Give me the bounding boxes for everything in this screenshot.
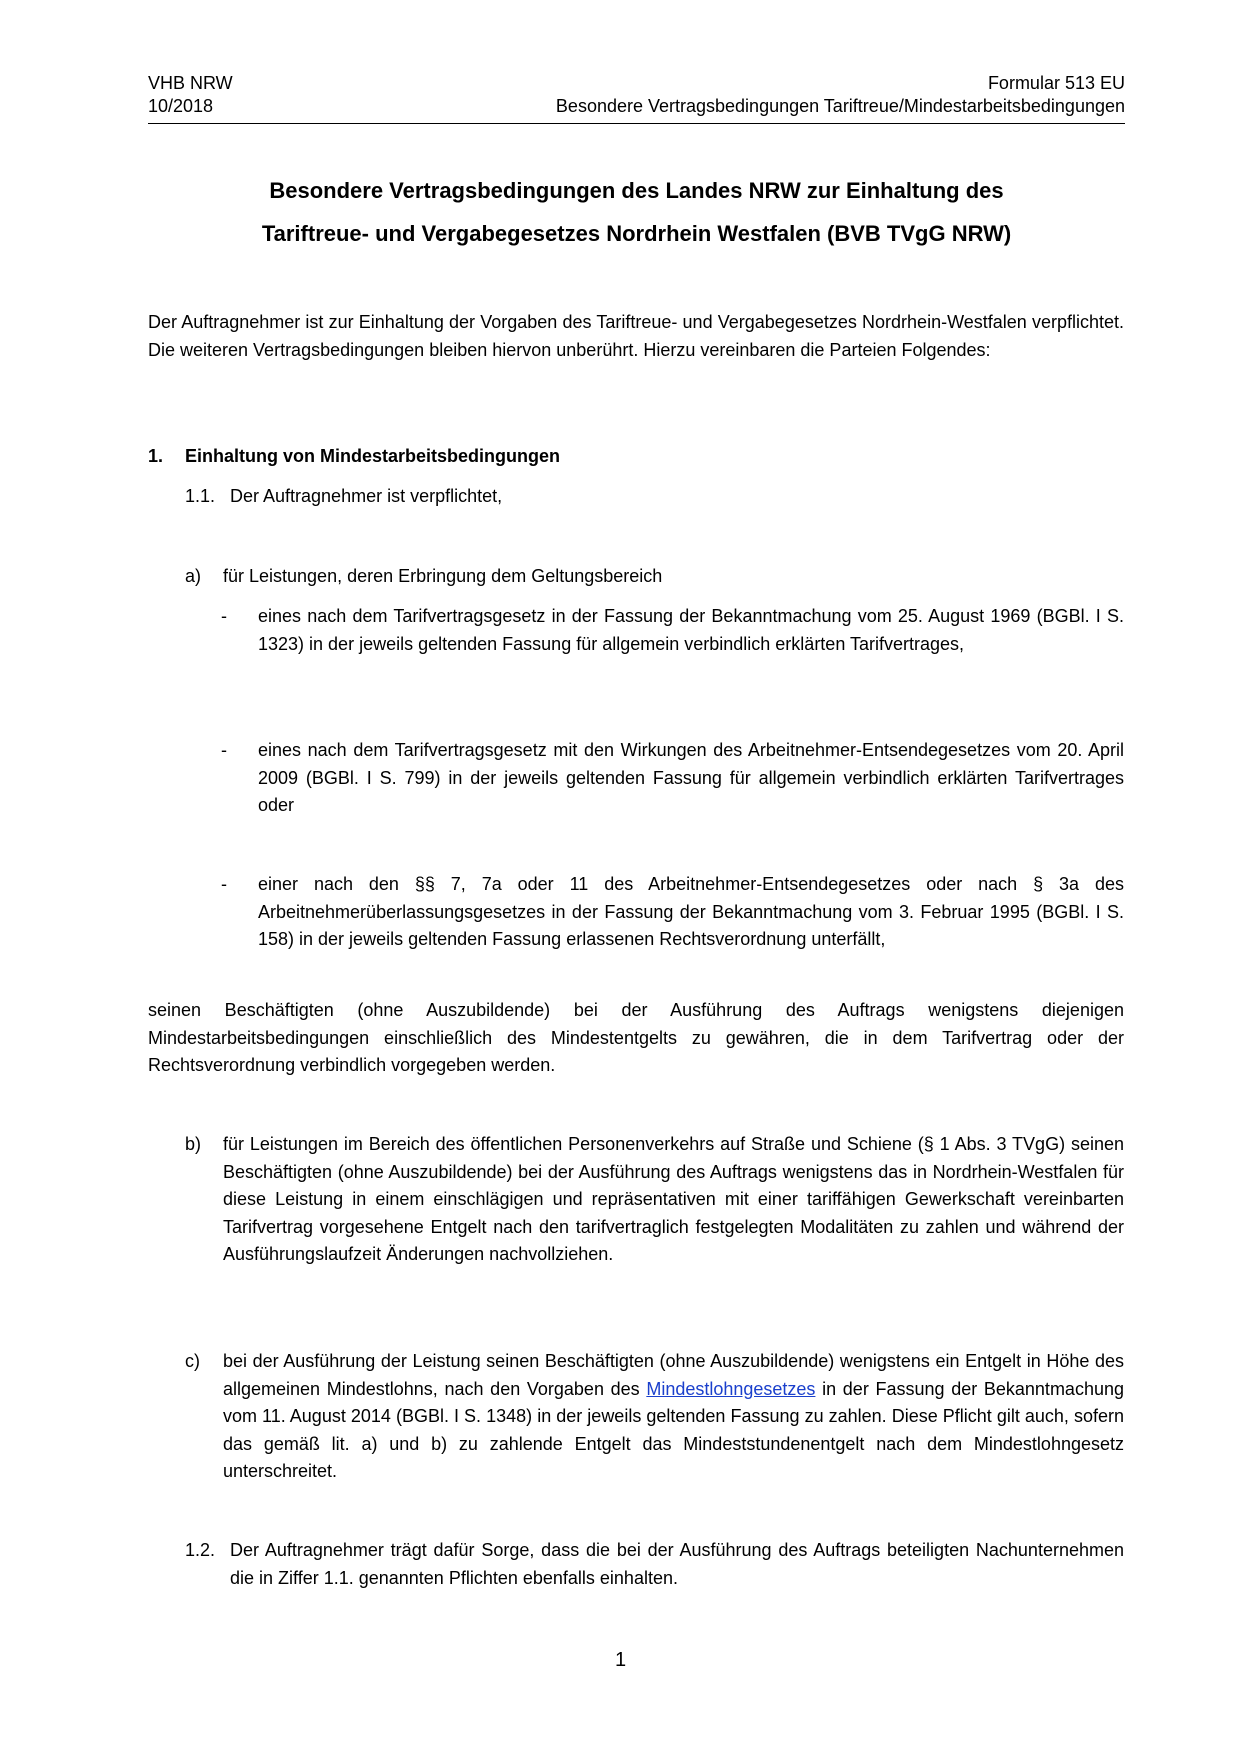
header-form-title: Besondere Vertragsbedingungen Tariftreue/Mindestarbeitsbedingungen bbox=[555, 96, 1125, 116]
dash-1-symbol: - bbox=[221, 606, 227, 626]
item-1-2-text: Der Auftragnehmer trägt dafür Sorge, dass die bei der Ausführung des Auftrags beteiligten Nachunternehmen die in Ziffer 1.1. genannten Pflichten ebenfalls einhalten. bbox=[230, 1540, 1124, 1588]
dash-3-text: einer nach den §§ 7, 7a oder 11 des Arbeitnehmer-Entsendegesetzes oder nach § 3a des Arbeitnehmerüberlassungsgesetzes in der Fassung der Bekanntmachung vom 3. Februar 1995 (BGBl. I S. 158) in der jeweils geltenden Fassung erlassenen Rechtsverordnung unterfällt, bbox=[258, 874, 1124, 949]
section-title: Einhaltung von Mindestarbeitsbedingungen bbox=[185, 446, 561, 466]
header-right bbox=[425, 72, 1125, 118]
item-b-letter: b) bbox=[185, 1134, 202, 1154]
header-date: 10/2018 bbox=[148, 96, 214, 116]
dash-2-text: eines nach dem Tarifvertragsgesetz mit den Wirkungen des Arbeitnehmer-Entsendegesetzes vom 20. April 2009 (BGBl. I S. 799) in der jeweils geltenden Fassung für allgemein verbindlich erklärten Tarifvertrages oder bbox=[258, 740, 1124, 815]
item-c-text-start: bei der Ausführung der Leistung seinen Beschäftigten (ohne Auszubildende) wenigstens ein Entgelt in Höhe des allgemeinen Mindestlohns, nach den Vorgaben des bbox=[223, 1351, 1124, 1399]
item-a-letter: a) bbox=[185, 566, 202, 586]
header-divider bbox=[148, 123, 1125, 124]
mindestlohngesetz-link[interactable]: Mindestlohngesetzes bbox=[646, 1378, 816, 1399]
item-c-letter: c) bbox=[185, 1351, 200, 1371]
item-b-text: für Leistungen im Bereich des öffentlichen Personenverkehrs auf Straße und Schiene (§ 1 Abs. 3 TVgG) seinen Beschäftigten (ohne Auszubildende) bei der Ausführung des Auftrags wenigstens das in Nordrhein-Westfalen für diese Leistung in einem einschlägigen und repräsentativen mit einer tariffähigen Gewerkschaft vereinbarten Tarifvertrag vorgesehene Entgelt nach den tarifvertraglich festgelegten Modalitäten zu zahlen und während der Ausführungslaufzeit Änderungen nachvollziehen. bbox=[223, 1134, 1124, 1264]
item-c-text-end: in der Fassung der Bekanntmachung vom 11. August 2014 (BGBl. I S. 1348) in der jeweils geltenden Fassung zu zahlen. Diese Pflicht gilt auch, sofern das gemäß lit. a) und b) zu zahlende Entgelt das Mindeststundenentgelt nach dem Mindestlohngesetz unterschreitet. bbox=[223, 1378, 1124, 1481]
item-1-1-number: 1.1. bbox=[185, 486, 216, 506]
header-form-number: Formular 513 EU bbox=[987, 73, 1125, 93]
intro-paragraph: Der Auftragnehmer ist zur Einhaltung der Vorgaben des Tariftreue- und Vergabegesetzes Nordrhein-Westfalen verpflichtet. Die weiteren Vertragsbedingungen bleiben hiervon unberührt. Hierzu vereinbaren die Parteien Folgendes: bbox=[148, 312, 1124, 360]
dash-3-symbol: - bbox=[221, 874, 227, 894]
item-c-text bbox=[223, 1348, 1124, 1486]
item-a-conclusion: seinen Beschäftigten (ohne Auszubildende) bei der Ausführung des Auftrags wenigstens diejenigen Mindestarbeitsbedingungen einschließlich des Mindestentgelts zu gewähren, die in dem Tarifvertrag oder der Rechtsverordnung verbindlich vorgegeben werden. bbox=[148, 1000, 1124, 1075]
title-line-1: Besondere Vertragsbedingungen des Landes NRW zur Einhaltung des bbox=[269, 178, 1004, 203]
dash-1-text: eines nach dem Tarifvertragsgesetz in der Fassung der Bekanntmachung vom 25. August 1969 (BGBl. I S. 1323) in der jeweils geltenden Fassung für allgemein verbindlich erklärten Tarifvertrages, bbox=[258, 606, 1124, 654]
item-1-1-text: Der Auftragnehmer ist verpflichtet, bbox=[230, 486, 503, 506]
title-line-2: Tariftreue- und Vergabegesetzes Nordrhein Westfalen (BVB TVgG NRW) bbox=[261, 221, 1012, 246]
page-number: 1 bbox=[614, 1649, 627, 1671]
item-1-2-number: 1.2. bbox=[185, 1540, 216, 1560]
section-number: 1. bbox=[148, 446, 164, 466]
header-publication: VHB NRW bbox=[148, 73, 233, 93]
dash-2-symbol: - bbox=[221, 740, 227, 760]
document-title bbox=[148, 169, 1125, 255]
item-a-text: für Leistungen, deren Erbringung dem Geltungsbereich bbox=[223, 566, 663, 586]
